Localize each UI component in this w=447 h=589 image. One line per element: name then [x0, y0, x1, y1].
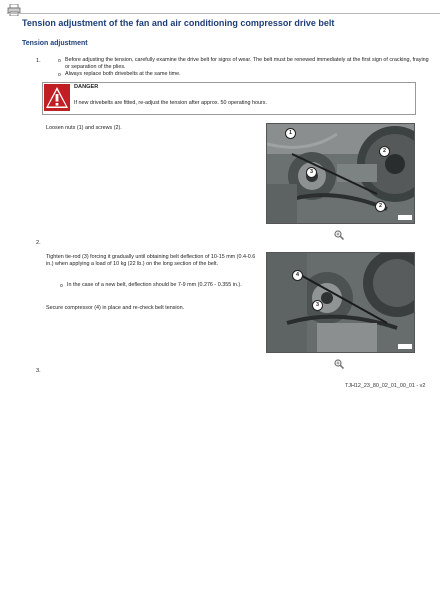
step-1-instruction: Loosen nuts (1) and screws (2). — [46, 125, 122, 131]
step-2-instruction: Tighten tie-rod (3) forcing it gradually until obtaining belt deflection of 10-15 mm (0.4-0.6 in.) when applying a load of 10 kg (22 lb.) on the long section of the belt. — [46, 254, 256, 268]
document-reference: TJH12_23_80_02_01_00_01 - v2 — [345, 383, 426, 389]
step-2-number: 2. — [36, 240, 41, 246]
figure-1-callout: 3 — [306, 167, 317, 178]
bullet-dot: o — [58, 72, 61, 78]
bullet-dot: o — [60, 283, 63, 289]
step-1-bullet-2: Always replace both drivebelts at the same time. — [65, 71, 181, 77]
figure-2-engine-photo — [266, 252, 415, 353]
step-1-number: 1. — [36, 58, 41, 64]
figure-1-callout: 1 — [285, 128, 296, 139]
magnify-zoom-icon[interactable] — [334, 356, 344, 366]
step-3-number: 3. — [36, 368, 41, 374]
header-divider — [7, 13, 440, 14]
bullet-dot: o — [58, 58, 61, 64]
danger-title: DANGER — [74, 84, 99, 90]
figure-2-callout: 3 — [312, 300, 323, 311]
figure-2-callout: 4 — [292, 270, 303, 281]
step-2-bullet-1: In the case of a new belt, deflection should be 7-9 mm (0.276 - 0.355 in.). — [67, 282, 242, 288]
warning-exclamation-icon — [44, 84, 70, 111]
step-2-instruction-2: Secure compressor (4) in place and re-check belt tension. — [46, 305, 185, 311]
figure-1-callout: 2 — [375, 201, 386, 212]
figure-1-callout: 2 — [379, 146, 390, 157]
danger-text: If new drivebelts are fitted, re-adjust the tension after approx. 50 operating hours. — [74, 100, 267, 106]
section-title: Tension adjustment — [22, 40, 88, 47]
magnify-zoom-icon[interactable] — [334, 227, 344, 237]
step-1-bullet-1: Before adjusting the tension, carefully examine the drive belt for signs of wear. The belt must be renewed immediately at the first sign of cracking, fraying or separation of the plies. — [65, 57, 429, 71]
page-title: Tension adjustment of the fan and air conditioning compressor drive belt — [22, 18, 335, 28]
